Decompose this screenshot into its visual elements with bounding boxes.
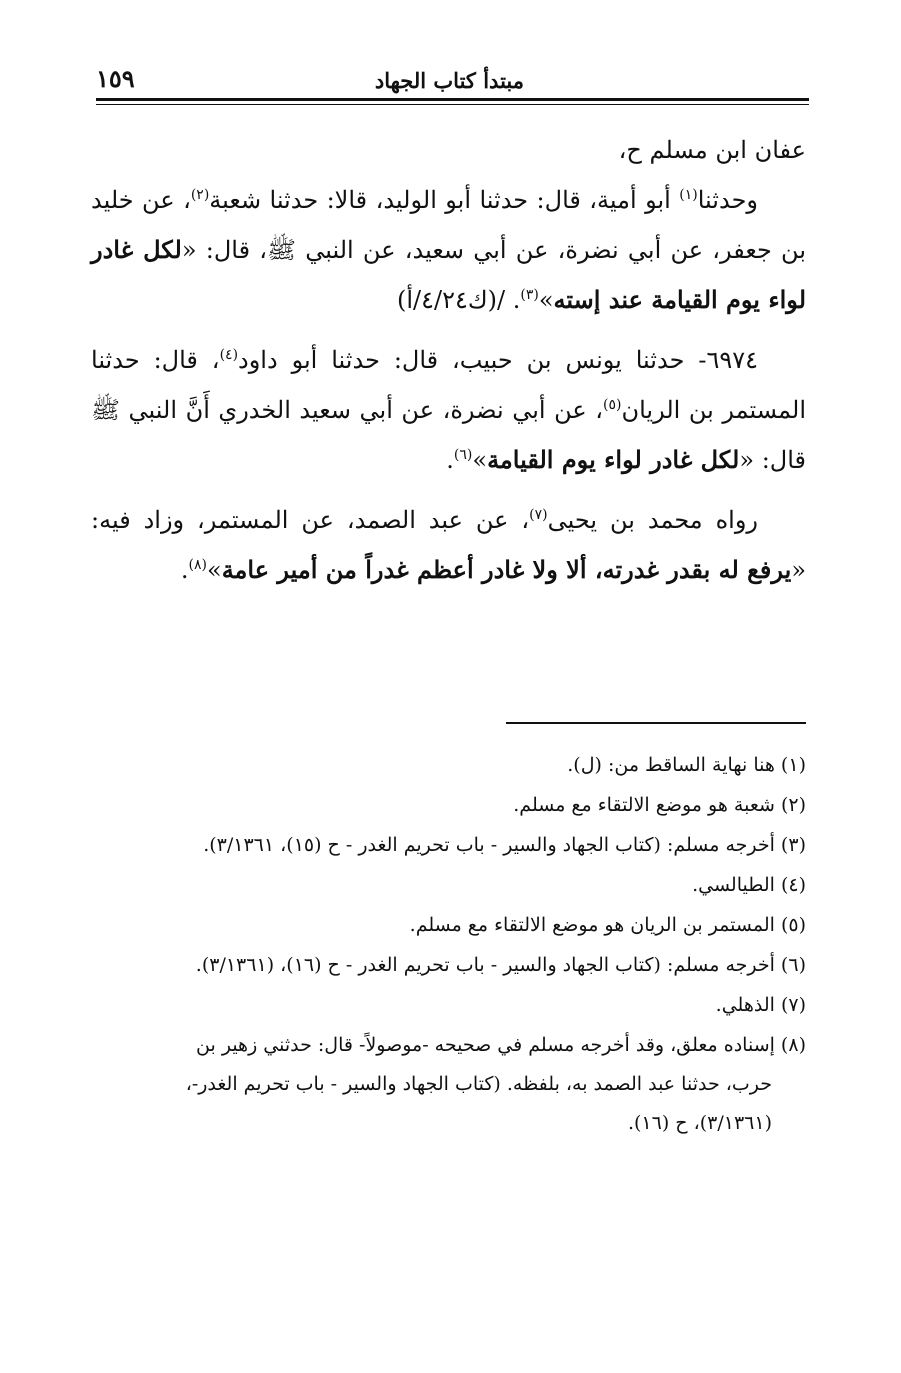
footnote-8-line-3: (٣/١٣٦١)، ح (١٦).: [627, 1112, 772, 1134]
footnote-ref-3: (٣): [520, 287, 539, 303]
text-run: ، عن خليد بن جعفر، عن أبي نضرة، عن أبي سعيد، عن النبي ﷺ، قال: «: [91, 186, 806, 264]
text-run: ، قال: حدثنا المستمر بن الريان: [91, 346, 806, 424]
header-title: مبتدأ كتاب الجهاد: [374, 68, 524, 93]
paragraph-1: عفان ابن مسلم ح،: [618, 136, 806, 164]
header-rule-thin: [96, 104, 809, 105]
footnote-2: (٢) شعبة هو موضع الالتقاء مع مسلم.: [513, 794, 806, 816]
main-text: [91, 125, 806, 605]
manuscript-ref: . /(ك٤/٢٤/أ): [396, 286, 521, 314]
footnote-8-line-1: (٨) إسناده معلق، وقد أخرجه مسلم في صحيحه -موصولاً- قال: حدثني زهير بن: [196, 1034, 806, 1056]
text-run: .: [446, 446, 454, 474]
footnote-1: (١) هنا نهاية الساقط من: (ل).: [567, 754, 806, 776]
text-run: وحدثنا: [697, 186, 758, 214]
paragraph-4: [91, 495, 806, 595]
hadith-text: لكل غادر لواء يوم القيامة عند إسته: [91, 235, 806, 314]
text-run: »: [207, 556, 222, 584]
footnote-ref-7: (٧): [529, 507, 548, 523]
paragraph-3: [91, 335, 806, 485]
footnote-ref-4: (٤): [219, 347, 239, 363]
text-run: أبو أمية، قال: حدثنا أبو الوليد، قالا: حدثنا شعبة: [209, 186, 680, 214]
footnote-3: (٣) أخرجه مسلم: (كتاب الجهاد والسير - باب تحريم الغدر - ح (١٥)، ٣/١٣٦١).: [203, 834, 806, 856]
text-run: »: [472, 446, 488, 474]
footnote-8-line-2: حرب، حدثنا عبد الصمد به، بلفظه. (كتاب الجهاد والسير - باب تحريم الغدر-،: [185, 1073, 772, 1095]
footnotes: [91, 746, 806, 1144]
footnote-7: (٧) الذهلي.: [715, 994, 806, 1016]
footnote-ref-2: (٢): [190, 187, 210, 203]
text-run: ، عن عبد الصمد، عن المستمر، وزاد فيه: «: [91, 506, 806, 584]
text-run: »: [538, 286, 554, 314]
text-run: رواه محمد بن يحيى: [547, 506, 759, 534]
header-rule-thick: [96, 98, 809, 101]
hadith-text: يرفع له بقدر غدرته، ألا ولا غادر أعظم غدراً من أمير عامة: [221, 555, 792, 584]
footnote-ref-6: (٦): [453, 447, 473, 463]
footnote-6: (٦) أخرجه مسلم: (كتاب الجهاد والسير - باب تحريم الغدر - ح (١٦)، (٣/١٣٦١).: [195, 954, 806, 976]
paragraph-2: [91, 175, 806, 325]
footnote-4: (٤) الطيالسي.: [692, 874, 806, 896]
hadith-text: لكل غادر لواء يوم القيامة: [487, 445, 740, 474]
footnote-separator: [506, 722, 806, 724]
footnote-ref-1: (١): [679, 187, 698, 203]
footnote-5: (٥) المستمر بن الريان هو موضع الالتقاء مع مسلم.: [409, 914, 806, 936]
footnote-8: [91, 1026, 806, 1143]
page-number: ١٥٩: [96, 64, 135, 93]
text-run: ، عن أبي نضرة، عن أبي سعيد الخدري أَنَّ النبي ﷺ قال: «: [91, 396, 806, 474]
text-run: .: [180, 556, 189, 584]
running-header: [96, 62, 809, 98]
footnote-ref-8: (٨): [188, 557, 207, 573]
footnote-ref-5: (٥): [603, 397, 622, 413]
text-run: ٦٩٧٤- حدثنا يونس بن حبيب، قال: حدثنا أبو داود: [238, 346, 758, 374]
